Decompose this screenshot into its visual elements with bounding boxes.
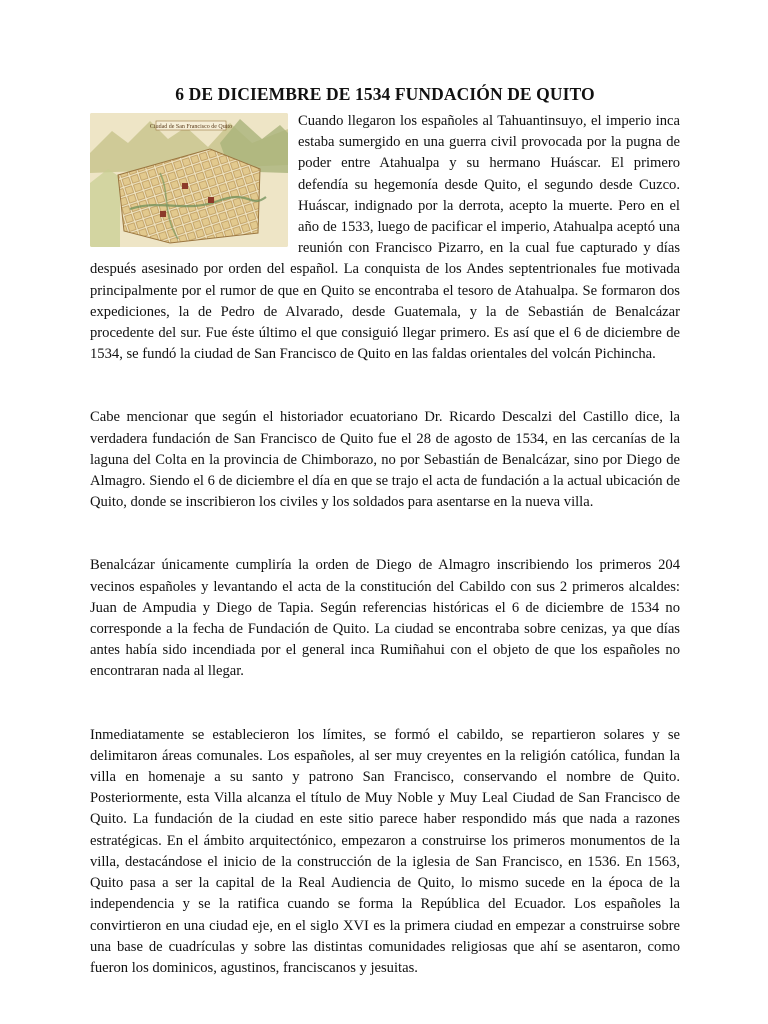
paragraph-2: Cabe mencionar que según el historiador ecuatoriano Dr. Ricardo Descalzi del Castillo dice, la verdadera fundación de San Francisco de Quito fue el 28 de agosto de 1534, en las cercanías de la laguna del Colta en la provincia de Chimborazo, no por Sebastián de Benalcázar, sino por Diego de Almagro. Siendo el 6 de diciembre el día en que se trajo el acta de fundación a la actual ubicación de Quito, donde se inscribieron los civiles y los soldados para asentarse en la nueva villa.: [90, 409, 680, 511]
page-title: 6 DE DICIEMBRE DE 1534 FUNDACIÓN DE QUITO: [175, 84, 595, 104]
paragraph-1: [90, 111, 680, 365]
map-illustration: [90, 113, 288, 247]
paragraph-1-text: Cuando llegaron los españoles al Tahuantinsuyo, el imperio inca estaba sumergido en una guerra civil provocada por la pugna de poder entre Atahualpa y su hermano Huáscar. El primero defendía su hegemonía desde Quito, el segundo desde Cuzco. Huáscar, indignado por la derrota, acepto la muerte. Pero en el año de 1533, luego de pacificar el imperio, Atahualpa aceptó una reunión con Francisco Pizarro, en la cual fue capturado y días después asesinado por orden del español. La conquista de los Andes septentrionales fue motivada principalmente por el rumor de que en Quito se encontraba el tesoro de Atahualpa. Se formaron dos expediciones, la de Pedro de Alvarado, desde Guatemala, y la de Sebastián de Benalcázar procedente del sur. Fue éste último el que consiguió llegar primero. Es así que el 6 de diciembre de 1534, se fundó la ciudad de San Francisco de Quito en las faldas orientales del volcán Pichincha.: [90, 113, 680, 363]
paragraph-3: Benalcázar únicamente cumpliría la orden de Diego de Almagro inscribiendo los primeros 204 vecinos españoles y levantando el acta de la constitución del Cabildo con sus 2 primeros alcaldes: Juan de Ampudia y Diego de Tapia. Según referencias históricas el 6 de diciembre de 1534 no corresponde a la fecha de Fundación de Quito. La ciudad se encontraba sobre cenizas, ya que días antes había sido incendiada por el general inca Rumiñahui con el objeto de que los españoles no encontraran nada al llegar.: [90, 557, 680, 680]
historic-quito-map-image: [90, 113, 288, 247]
map-label: Ciudad de San Francisco de Quito: [149, 124, 233, 130]
paragraph-4: Inmediatamente se establecieron los límites, se formó el cabildo, se repartieron solares y se delimitaron áreas comunales. Los españoles, al ser muy creyentes en la religión católica, fundan la villa en homenaje a su santo y patrono San Francisco, conservando el nombre de Quito. Posteriormente, esta Villa alcanza el título de Muy Noble y Muy Leal Ciudad de San Francisco de Quito. La fundación de la ciudad en este sitio parece haber respondido más que nada a razones estratégicas. En el ámbito arquitectónico, empezaron a construirse los primeros monumentos de la villa, destacándose el inicio de la construcción de la iglesia de San Francisco, en 1536. En 1563, Quito pasa a ser la capital de la Real Audiencia de Quito, lo mismo sucede en la época de la independencia y se la ratifica cuando se forma la República del Ecuador. Los españoles la convirtieron en una ciudad eje, en el siglo XVI es la primera ciudad en empezar a construirse sobre una base de cuadrículas y sobre las distintas comunidades religiosas que ahí se asentaron, como fueron los dominicos, agustinos, franciscanos y jesuitas.: [90, 726, 680, 976]
